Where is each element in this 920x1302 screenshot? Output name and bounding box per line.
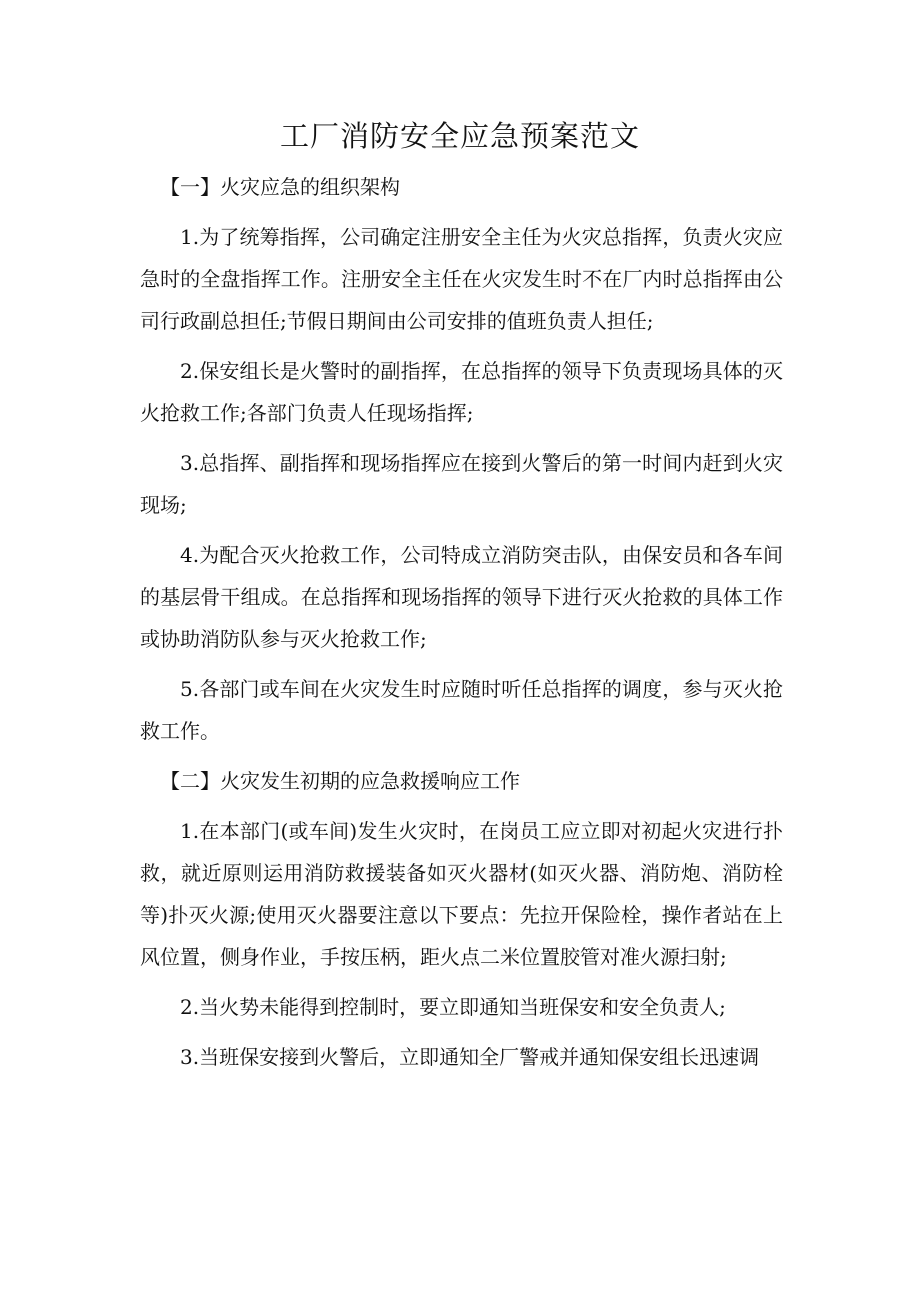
paragraph-1-3: 3.总指挥、副指挥和现场指挥应在接到火警后的第一时间内赶到火灾现场; <box>140 451 783 517</box>
paragraph-1-5: 5.各部门或车间在火灾发生时应随时听任总指挥的调度，参与灭火抢救工作。 <box>140 677 783 743</box>
paragraph-2-2: 2.当火势未能得到控制时，要立即通知当班保安和安全负责人; <box>180 995 726 1019</box>
paragraph-1-1: 1.为了统筹指挥，公司确定注册安全主任为火灾总指挥，负责火灾应急时的全盘指挥工作。注册安全主任在火灾发生时不在厂内时总指挥由公司行政副总担任;节假日期间由公司安排的值班负责人担任; <box>140 225 783 333</box>
paragraph-1-2: 2.保安组长是火警时的副指挥，在总指挥的领导下负责现场具体的灭火抢救工作;各部门负责人任现场指挥; <box>140 359 783 425</box>
section-heading-2: 【二】火灾发生初期的应急救援响应工作 <box>160 769 520 793</box>
paragraph-2-3: 3.当班保安接到火警后，立即通知全厂警戒并通知保安组长迅速调 <box>180 1045 760 1069</box>
paragraph-1-4: 4.为配合灭火抢救工作，公司特成立消防突击队，由保安员和各车间的基层骨干组成。在总指挥和现场指挥的领导下进行灭火抢救的具体工作或协助消防队参与灭火抢救工作; <box>140 543 783 651</box>
document-body <box>140 166 783 1086</box>
document-title: 工厂消防安全应急预案范文 <box>279 119 640 153</box>
paragraph-2-1: 1.在本部门(或车间)发生火灾时，在岗员工应立即对初起火灾进行扑救，就近原则运用消防救援装备如灭火器材(如灭火器、消防炮、消防栓等)扑灭火源;使用灭火器要注意以下要点：先拉开保险栓，操作者站在上风位置，侧身作业，手按压柄，距火点二米位置胶管对准火源扫射; <box>140 819 783 969</box>
section-heading-1: 【一】火灾应急的组织架构 <box>160 175 400 199</box>
